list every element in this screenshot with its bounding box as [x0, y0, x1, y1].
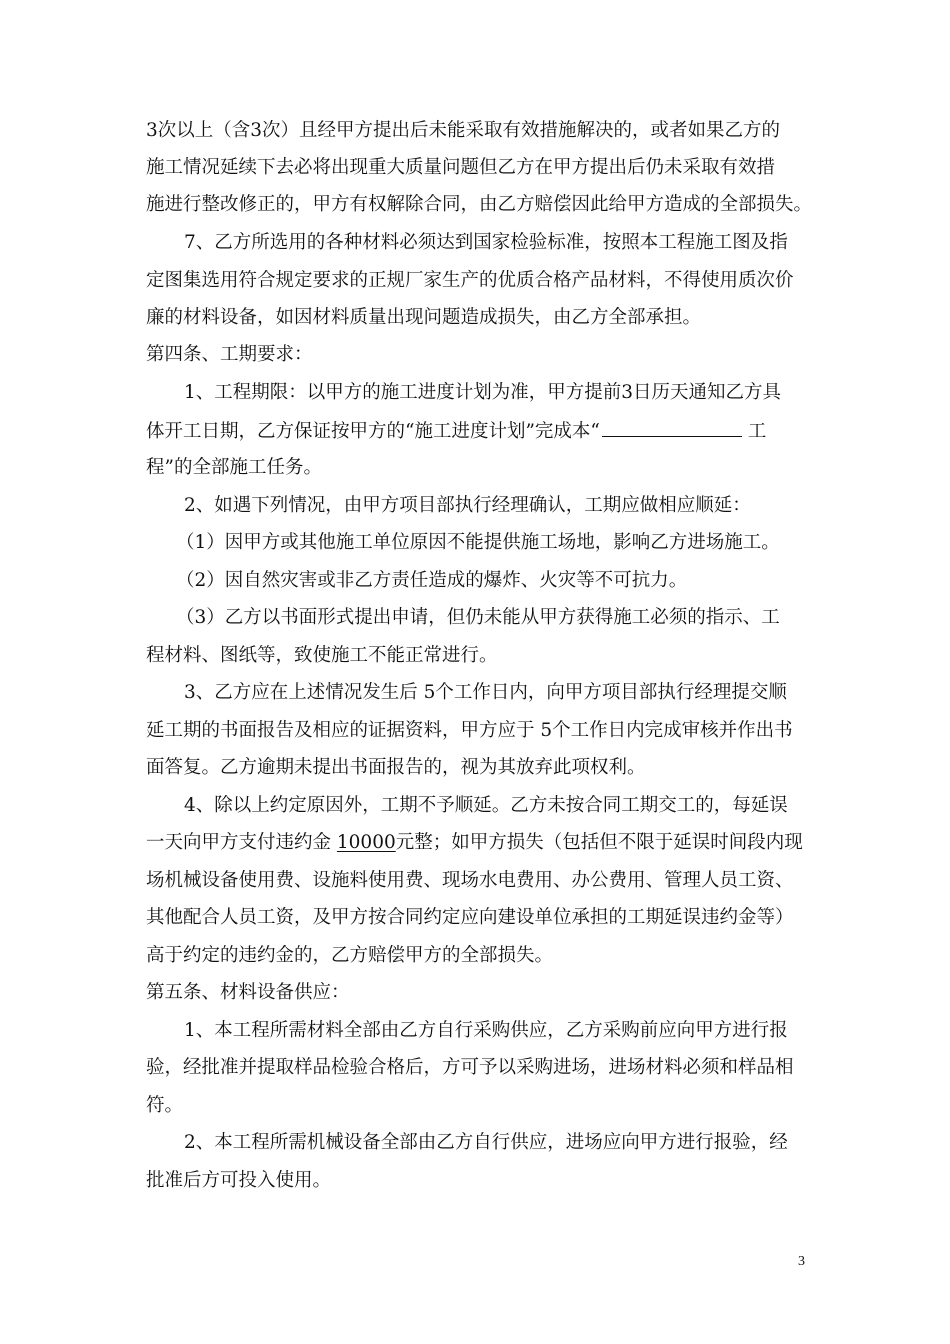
text-line: 7、乙方所选用的各种材料必须达到国家检验标准，按照本工程施工图及指	[184, 232, 788, 253]
text-line: 高于约定的违约金的，乙方赔偿甲方的全部损失。	[146, 945, 554, 966]
text-fragment: 工	[747, 421, 767, 442]
text-line-with-blank	[146, 416, 766, 446]
text-line: 3次以上（含3次）且经甲方提出后未能采取有效措施解决的，或者如果乙方的	[146, 120, 781, 141]
text-line: 定图集选用符合规定要求的正规厂家生产的优质合格产品材料，不得使用质次价	[146, 270, 794, 291]
text-line: 批准后方可投入使用。	[146, 1170, 332, 1191]
text-line: 程材料、图纸等，致使施工不能正常进行。	[146, 645, 498, 666]
section-heading: 第四条、工期要求：	[146, 344, 313, 365]
text-line: （3）乙方以书面形式提出申请，但仍未能从甲方获得施工必须的指示、工	[176, 607, 780, 628]
text-line: 3、乙方应在上述情况发生后 5个工作日内，向甲方项目部执行经理提交顺	[184, 682, 787, 703]
text-fragment: 元整；如甲方损失（包括但不限于延误时间段内现	[395, 832, 803, 853]
text-line: （1）因甲方或其他施工单位原因不能提供施工场地，影响乙方进场施工。	[176, 532, 780, 553]
text-line: 场机械设备使用费、设施料使用费、现场水电费用、办公费用、管理人员工资、	[146, 870, 794, 891]
text-line: （2）因自然灾害或非乙方责任造成的爆炸、火灾等不可抗力。	[176, 570, 688, 591]
page-number: 3	[798, 1254, 805, 1269]
text-line: 验，经批准并提取样品检验合格后，方可予以采购进场，进场材料必须和样品相	[146, 1057, 794, 1078]
text-line: 1、本工程所需材料全部由乙方自行采购供应，乙方采购前应向甲方进行报	[184, 1020, 788, 1041]
text-line: 4、除以上约定原因外，工期不予顺延。乙方未按合同工期交工的，每延误	[184, 795, 788, 816]
text-line-with-amount	[146, 828, 803, 858]
text-line: 1、工程期限：以甲方的施工进度计划为准，甲方提前3日历天通知乙方具	[184, 382, 782, 403]
text-fragment: 一天向甲方支付违约金	[146, 832, 337, 853]
text-fragment: 体开工日期，乙方保证按甲方的“施工进度计划”完成本“	[146, 421, 600, 442]
text-line: 2、如遇下列情况，由甲方项目部执行经理确认，工期应做相应顺延：	[184, 495, 751, 516]
fill-in-blank	[602, 416, 742, 437]
text-line: 程”的全部施工任务。	[146, 457, 322, 478]
text-line: 符。	[146, 1095, 184, 1116]
text-line: 廉的材料设备，如因材料质量出现问题造成损失，由乙方全部承担。	[146, 307, 702, 328]
section-heading: 第五条、材料设备供应：	[146, 982, 350, 1003]
text-line: 施进行整改修正的，甲方有权解除合同，由乙方赔偿因此给甲方造成的全部损失。	[146, 194, 813, 215]
text-line: 施工情况延续下去必将出现重大质量问题但乙方在甲方提出后仍未采取有效措	[146, 157, 776, 178]
text-line: 延工期的书面报告及相应的证据资料，甲方应于 5个工作日内完成审核并作出书	[146, 720, 793, 741]
text-line: 2、本工程所需机械设备全部由乙方自行供应，进场应向甲方进行报验，经	[184, 1132, 788, 1153]
text-line: 其他配合人员工资，及甲方按合同约定应向建设单位承担的工期延误违约金等）	[146, 907, 794, 928]
text-line: 面答复。乙方逾期未提出书面报告的，视为其放弃此项权利。	[146, 757, 646, 778]
penalty-amount: 10000	[336, 832, 396, 853]
